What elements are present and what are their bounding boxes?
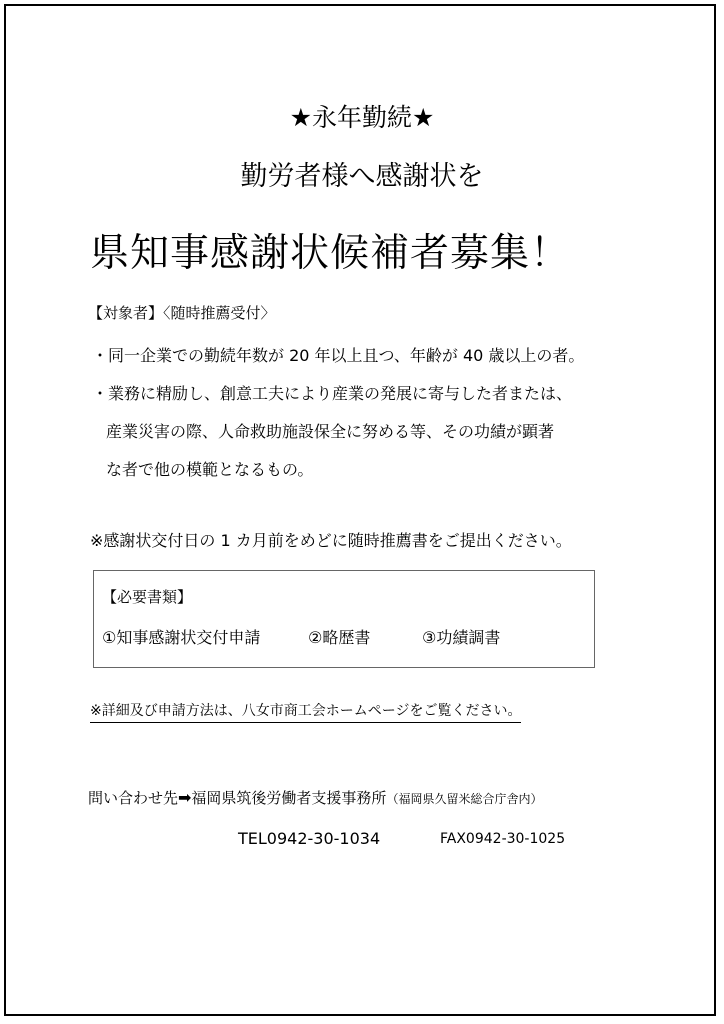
target-bullet-2: ・業務に精励し、創意工夫により産業の発展に寄与した者または、 [92,384,573,403]
contact-label: 問い合わせ先 [88,789,179,807]
target-bullet-2-continuation-1: 産業災害の際、人命救助施設保全に努める等、その功績が顕著 [106,422,555,441]
contact-office: 福岡県筑後労働者支援事務所 [191,789,387,807]
document-item-resume: ②略歴書 [308,628,371,647]
required-documents-box [93,570,595,668]
target-bullet-2-continuation-2: な者で他の模範となるもの。 [106,460,314,479]
target-heading: 【対象者】〈随時推薦受付〉 [88,304,276,322]
title-subtitle: 勤労者様へ感謝状を [240,161,484,192]
title-eyebrow: ★永年勤続★ [289,103,435,132]
contact-fax: FAX0942-30-1025 [440,831,566,847]
page-title: 県知事感謝状候補者募集！ [90,231,571,276]
submission-note: ※感謝状交付日の 1 カ月前をめどに随時推薦書をご提出ください。 [90,531,572,550]
contact-line [88,787,542,808]
contact-location: （福岡県久留米総合庁舎内） [386,792,543,806]
required-documents-heading: 【必要書類】 [102,588,193,606]
document-item-achievements: ③功績調書 [422,628,501,647]
target-bullet-1: ・同一企業での勤続年数が 20 年以上且つ、年齢が 40 歳以上の者。 [92,346,585,365]
document-item-application: ①知事感謝状交付申請 [102,628,261,647]
contact-tel: TEL0942-30-1034 [238,829,381,848]
details-note: ※詳細及び申請方法は、八女市商工会ホームページをご覧ください。 [90,700,521,723]
arrow-right-icon: ➡ [178,788,192,807]
